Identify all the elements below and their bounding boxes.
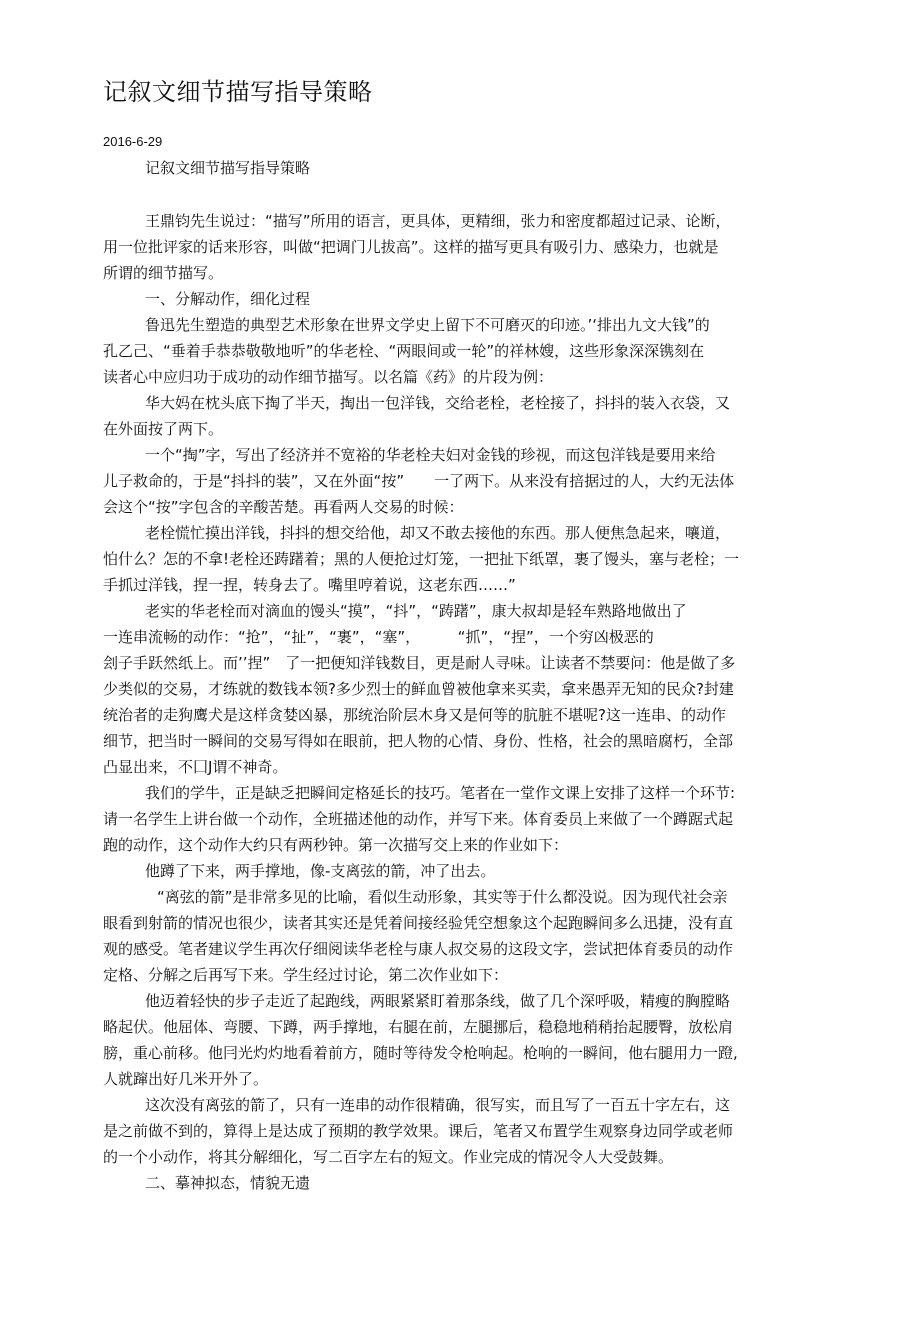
text-line: “离弦的箭”是非常多见的比喻，看似生动形象，其实等于什么都没说。因为现代社会亲: [157, 888, 728, 906]
text-line: 在外面按了两下。: [103, 420, 224, 438]
text-line: 略起伏。他屈体、弯腰、下蹲，两手撑地，右腿在前，左腿挪后，稳稳地稍稍抬起腰臀，放松肩: [103, 1018, 734, 1036]
text-line: 膀，重心前移。他冃光灼灼地看着前方，随时等待发令枪响起。枪响的一瞬间，他右腿用力一蹬,: [103, 1044, 738, 1062]
text-line: 鲁迅先生塑造的典型艺术形象在世界文学史上留下不可磨灭的印迹。’‘排出九文大钱”的: [145, 316, 710, 334]
text-line: 怕什么？怎的不拿!老栓还踌躇着；黑的人便抢过灯笼，一把扯下纸罩，裹了馒头，塞与老栓；一: [103, 550, 740, 568]
text-line: 请一名学生上讲台做一个动作，全班描述他的动作，并写下来。体育委员上来做了一个蹲踞式起: [103, 810, 734, 828]
text-line: 儿子救命的，于是“抖抖的装”，又在外面“按” 一了两下。从来没有掊据过的人，大约无法体: [103, 472, 735, 490]
text-line: 老栓慌忙摸出洋钱，抖抖的想交给他，却又不敢去接他的东西。那人便焦急起来，嚷道，: [145, 524, 731, 542]
text-line: 人就蹿出好几米开外了。: [103, 1070, 269, 1088]
text-line: 读者心中应归功于成功的动作细节描写。以名篇《药》的片段为例：: [103, 368, 554, 386]
text-line: 少类似的交易，才练就的数钱本领?多少烈士的鲜血曾被他拿来买卖，拿来愚弄无知的民众?封建: [103, 680, 734, 698]
text-line: 用一位批评家的话来形容，叫做“把调门儿拔高”。这样的描写更具有吸引力、感染力，也就是: [103, 238, 719, 256]
text-line: 刽子手跃然纸上。而’’捏” 了一把便知洋钱数目，更是耐人寻味。让读者不禁要问：他是做了多: [103, 654, 736, 672]
document-date: 2016-6-29: [103, 134, 163, 149]
text-line: 一连串流畅的动作：“抢”，“扯”，“裹”，“塞”， “抓”，“捏”，一个穷凶极恶的: [103, 628, 654, 646]
text-line: 统治者的走狗鹰犬是这样贪婪凶暴，那统治阶层木身又是何等的肮脏不堪呢?这一连串、的动作: [103, 706, 726, 724]
text-line: 老实的华老栓而对滴血的馒头“摸”，“抖”，“踌躇”，康大叔却是轻车熟路地做出了: [145, 602, 687, 620]
text-line: 跑的动作，这个动作大约只有两秒钟。第一次描写交上来的作业如下：: [103, 836, 569, 854]
text-line: 手抓过洋钱，捏一捏，转身去了。嘴里哼着说，这老东西……”: [103, 576, 516, 594]
text-line: 华大妈在枕头底下掏了半天，掏出一包洋钱，交给老栓，老栓接了，抖抖的装入衣袋，又: [145, 394, 731, 412]
document-body: [103, 155, 823, 1196]
paragraph-gap: [103, 181, 823, 208]
text-line: 观的感受。笔者建议学生再次仔细阅读华老栓与康人叔交易的这段文字，尝试把体育委员的动作: [103, 940, 734, 958]
section-heading-2: 二、摹神拟态，情貌无遗: [145, 1174, 311, 1192]
text-line: 凸显出来，不囗J谓不神奇。: [103, 758, 288, 776]
text-line: 一个“掏”字，写出了经济并不宽裕的华老栓夫妇对金钱的珍视，而这包洋钱是要用来给: [145, 446, 716, 464]
text-line: 的一个小动作，将其分解细化，写二百字左右的短文。作业完成的情况令人大受鼓舞。: [103, 1148, 674, 1166]
text-line: 细节，把当时一瞬间的交易写得如在眼前，把人物的心情、身份、性格，社会的黑暗腐朽，全部: [103, 732, 734, 750]
text-line: 我们的学牛，正是缺乏把瞬间定格延长的技巧。笔者在一堂作文课上安排了这样一个环节:: [145, 784, 736, 802]
text-line: 他迈着轻快的步子走近了起跑线，两眼紧紧盯着那条线，做了几个深呼吸，精瘦的胸膛略: [145, 992, 731, 1010]
text-line: 他蹲了下来，两手撑地，像-支离弦的箭，冲了出去。: [145, 862, 496, 880]
text-line: 定格、分解之后再写下来。学生经过讨论，第二次作业如下：: [103, 966, 509, 984]
text-line: 所谓的细节描写。: [103, 264, 224, 282]
text-line: 眼看到射箭的情况也很少，读者其实还是凭着间接经验凭空想象这个起跑瞬间多么迅捷，没有直: [103, 914, 734, 932]
text-line: 是之前做不到的，算得上是达成了预期的教学效果。课后，笔者又布置学生观察身边同学或老师: [103, 1122, 734, 1140]
text-line: 这次没有离弦的箭了，只有一连串的动作很精确，很写实，而且写了一百五十字左右，这: [145, 1096, 731, 1114]
document-title: 记叙文细节描写指导策略: [103, 78, 373, 106]
text-line: 孔乙己、“垂着手恭恭敬敬地听”的华老栓、“两眼间或一轮”的祥林嫂，这些形象深深镌刻在: [103, 342, 705, 360]
section-heading-1: 一、分解动作，细化过程: [145, 290, 311, 308]
subtitle-line: 记叙文细节描写指导策略: [145, 159, 311, 177]
text-line: 会这个“按”字包含的辛酸苦楚。再看两人交易的时候：: [103, 498, 464, 516]
text-line: 王鼎钧先生说过：“描写”所用的语言，更具体，更精细，张力和密度都超过记录、论断，: [145, 212, 731, 230]
